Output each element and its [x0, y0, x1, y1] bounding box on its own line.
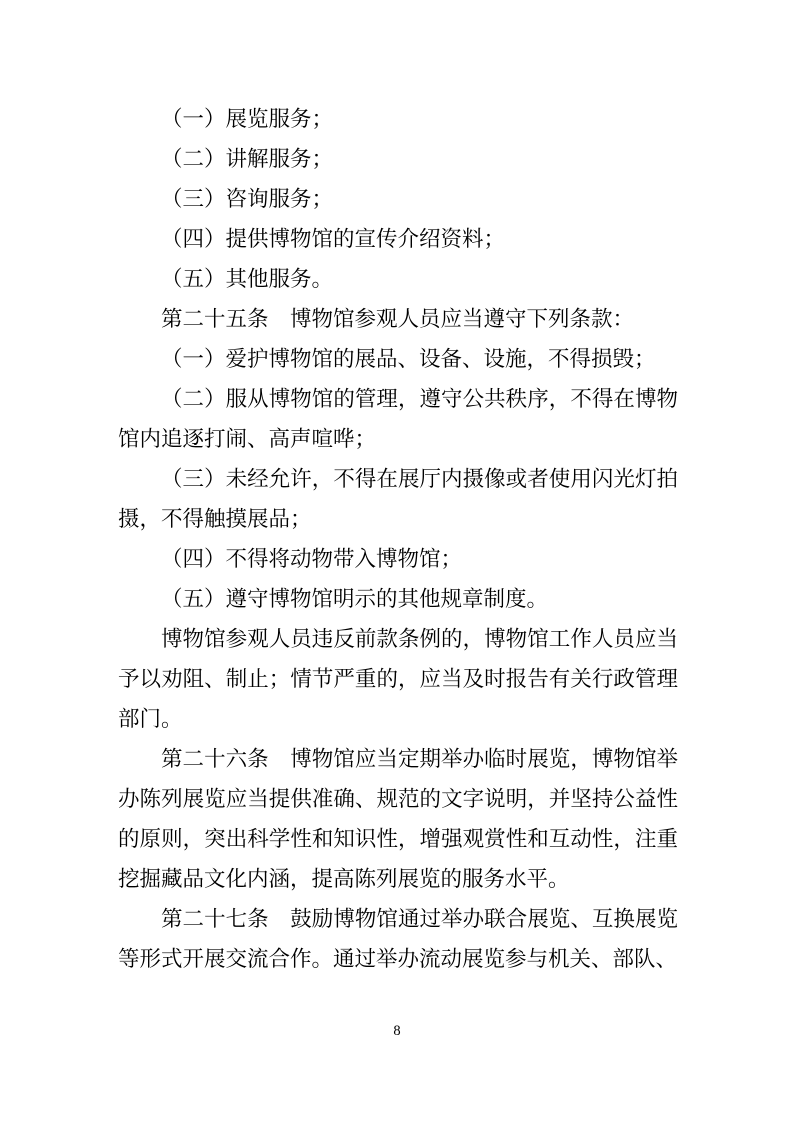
list-item-2: （二）讲解服务；	[161, 147, 334, 171]
article-25-heading: 第二十五条 博物馆参观人员应当遵守下列条款：	[161, 307, 635, 331]
article-25-item-3: （三）未经允许，不得在展厅内摄像或者使用闪光灯拍摄，不得触摸展品；	[118, 467, 678, 531]
article-26-paragraph: 第二十六条 博物馆应当定期举办临时展览，博物馆举办陈列展览应当提供准确、规范的文字说明，并坚持公益性的原则，突出科学性和知识性，增强观赏性和互动性，注重挖掘藏品文化内涵，提高陈列展览的服务水平。	[118, 747, 678, 891]
article-25-item-4: （四）不得将动物带入博物馆；	[161, 547, 463, 571]
list-item-1: （一）展览服务；	[161, 107, 334, 131]
article-25-item-1: （一）爱护博物馆的展品、设备、设施，不得损毁；	[161, 347, 656, 371]
article-27-paragraph: 第二十七条 鼓励博物馆通过举办联合展览、互换展览等形式开展交流合作。通过举办流动展览参与机关、部队、	[118, 907, 678, 971]
article-25-item-5: （五）遵守博物馆明示的其他规章制度。	[161, 587, 549, 611]
list-item-4: （四）提供博物馆的宣传介绍资料；	[161, 227, 506, 251]
list-item-5: （五）其他服务。	[161, 267, 334, 291]
article-25-clause: 博物馆参观人员违反前款条例的，博物馆工作人员应当予以劝阻、制止；情节严重的，应当及时报告有关行政管理部门。	[118, 627, 678, 731]
document-body	[118, 99, 678, 979]
list-item-3: （三）咨询服务；	[161, 187, 334, 211]
article-25-item-2: （二）服从博物馆的管理，遵守公共秩序，不得在博物馆内追逐打闹、高声喧哗；	[118, 387, 678, 451]
page-number: 8	[393, 1023, 401, 1039]
